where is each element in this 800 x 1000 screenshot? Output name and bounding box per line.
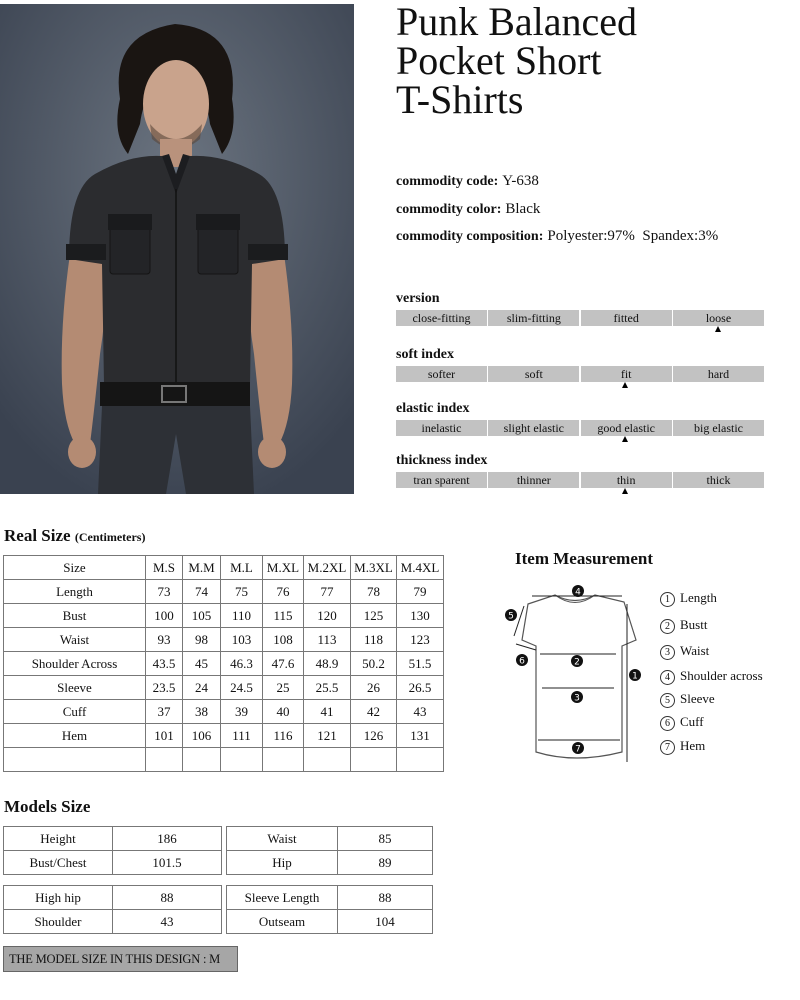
index-option: fit — [581, 366, 672, 382]
table-cell: 100 — [146, 604, 183, 628]
table-cell: 105 — [183, 604, 221, 628]
measure-marker-label: 6 — [519, 656, 525, 667]
table-cell: 121 — [304, 724, 351, 748]
table-cell — [263, 748, 304, 772]
table-row — [4, 628, 444, 652]
table-cell: 101.5 — [113, 851, 222, 875]
table-cell: 88 — [338, 886, 433, 910]
legend-label: Sleeve — [680, 691, 715, 706]
index-option: loose — [673, 310, 764, 326]
table-cell: Bust — [4, 604, 146, 628]
table-row — [4, 652, 444, 676]
table-cell: 186 — [113, 827, 222, 851]
legend-label: Cuff — [680, 714, 704, 729]
measure-marker-label: 4 — [575, 587, 581, 598]
legend-label: Length — [680, 590, 717, 605]
table-cell: 98 — [183, 628, 221, 652]
table-cell: 120 — [304, 604, 351, 628]
item-measurement-title: Item Measurement — [515, 549, 654, 568]
table-cell: 25 — [263, 676, 304, 700]
measure-marker-label: 5 — [508, 611, 514, 622]
selected-marker-icon — [622, 382, 628, 388]
legend-item-hem — [660, 738, 705, 755]
index-option: soft — [488, 366, 579, 382]
measure-marker-label: 3 — [574, 693, 580, 704]
table-cell: 47.6 — [263, 652, 304, 676]
table-cell: 75 — [221, 580, 263, 604]
table-cell: 24.5 — [221, 676, 263, 700]
table-cell: 25.5 — [304, 676, 351, 700]
table-cell: Shoulder — [4, 910, 113, 934]
table-cell: 79 — [397, 580, 444, 604]
table-cell — [146, 748, 183, 772]
legend-item-sleeve — [660, 691, 715, 708]
legend-item-waist — [660, 643, 709, 660]
index-option: softer — [396, 366, 487, 382]
table-cell: 106 — [183, 724, 221, 748]
table-cell: 78 — [351, 580, 397, 604]
table-cell: 24 — [183, 676, 221, 700]
table-cell: 125 — [351, 604, 397, 628]
models-size-title: Models Size — [4, 797, 91, 816]
table-row — [227, 886, 433, 910]
table-header-cell: M.M — [183, 556, 221, 580]
table-cell: 40 — [263, 700, 304, 724]
table-cell: 41 — [304, 700, 351, 724]
table-cell: 76 — [263, 580, 304, 604]
table-cell: 104 — [338, 910, 433, 934]
commodity-color-label: commodity color: — [396, 202, 502, 217]
table-cell: 77 — [304, 580, 351, 604]
table-cell — [304, 748, 351, 772]
soft-index-title: soft index — [396, 347, 454, 362]
product-title-line: Pocket Short — [396, 38, 602, 83]
soft-index-bar — [396, 366, 764, 382]
table-cell: 46.3 — [221, 652, 263, 676]
legend-number-icon: 4 — [660, 670, 675, 685]
index-option: close-fitting — [396, 310, 487, 326]
models-size-table-right-2 — [226, 885, 433, 934]
table-cell: 48.9 — [304, 652, 351, 676]
table-cell: Height — [4, 827, 113, 851]
table-row — [227, 851, 433, 875]
model-size-note: THE MODEL SIZE IN THIS DESIGN : M — [3, 946, 238, 972]
version-index-bar — [396, 310, 764, 326]
table-cell: 111 — [221, 724, 263, 748]
index-option: slight elastic — [488, 420, 579, 436]
table-cell: 73 — [146, 580, 183, 604]
index-option: big elastic — [673, 420, 764, 436]
table-row — [227, 910, 433, 934]
index-option: thin — [581, 472, 672, 488]
commodity-composition-value: Polyester:97% Spandex:3% — [547, 228, 719, 244]
table-cell: 131 — [397, 724, 444, 748]
legend-label: Waist — [680, 643, 710, 658]
measure-marker-label: 7 — [575, 744, 581, 755]
legend-number-icon: 3 — [660, 645, 675, 660]
table-cell: 103 — [221, 628, 263, 652]
table-cell: 89 — [338, 851, 433, 875]
legend-number-icon: 2 — [660, 619, 675, 634]
real-size-unit: (Centimeters) — [74, 530, 146, 544]
legend-label: Bustt — [680, 617, 708, 632]
real-size-title — [4, 526, 145, 546]
table-row — [4, 724, 444, 748]
elastic-index-bar — [396, 420, 764, 436]
index-option: good elastic — [581, 420, 672, 436]
table-cell: 116 — [263, 724, 304, 748]
table-row — [4, 910, 222, 934]
thickness-index-title: thickness index — [396, 453, 488, 468]
product-photo — [0, 4, 354, 494]
selected-marker-icon — [622, 436, 628, 442]
commodity-code-row — [396, 171, 539, 192]
table-row — [4, 827, 222, 851]
legend-number-icon: 5 — [660, 693, 675, 708]
selected-marker-icon — [622, 488, 628, 494]
table-cell — [351, 748, 397, 772]
table-cell: 88 — [113, 886, 222, 910]
table-cell: 45 — [183, 652, 221, 676]
table-cell: 43.5 — [146, 652, 183, 676]
table-header-cell: M.3XL — [351, 556, 397, 580]
table-cell: Outseam — [227, 910, 338, 934]
index-option: thinner — [488, 472, 579, 488]
legend-item-cuff — [660, 714, 704, 731]
commodity-color-row — [396, 199, 540, 220]
table-row — [4, 748, 444, 772]
table-header-cell: M.L — [221, 556, 263, 580]
legend-item-shoulder-across — [660, 668, 763, 685]
table-cell: 38 — [183, 700, 221, 724]
table-cell: 42 — [351, 700, 397, 724]
table-cell: 43 — [397, 700, 444, 724]
commodity-code-value: Y-638 — [502, 173, 539, 189]
table-cell: Sleeve — [4, 676, 146, 700]
models-size-table-left-1 — [3, 826, 222, 875]
table-header-cell: M.4XL — [397, 556, 444, 580]
table-header-cell: M.S — [146, 556, 183, 580]
commodity-color-value: Black — [505, 201, 541, 217]
selected-marker-icon — [715, 326, 721, 332]
index-option: fitted — [581, 310, 672, 326]
table-header-row — [4, 556, 444, 580]
table-cell: Cuff — [4, 700, 146, 724]
table-cell: 37 — [146, 700, 183, 724]
thickness-index-bar — [396, 472, 764, 488]
table-cell: 50.2 — [351, 652, 397, 676]
table-cell: 123 — [397, 628, 444, 652]
model-wearing-black-shirt-photo — [0, 4, 354, 494]
table-cell: 93 — [146, 628, 183, 652]
table-cell — [183, 748, 221, 772]
table-cell: Sleeve Length — [227, 886, 338, 910]
shirt-outline — [522, 595, 636, 758]
table-cell: 126 — [351, 724, 397, 748]
index-option: thick — [673, 472, 764, 488]
product-title — [396, 0, 786, 122]
commodity-code-label: commodity code: — [396, 174, 499, 189]
measure-line — [514, 606, 524, 636]
table-cell: Length — [4, 580, 146, 604]
table-row — [4, 851, 222, 875]
measure-marker-label: 2 — [574, 657, 580, 668]
table-cell: 115 — [263, 604, 304, 628]
real-size-table — [3, 555, 444, 772]
legend-item-length — [660, 590, 717, 607]
real-size-heading: Real Size — [4, 526, 71, 545]
table-cell: 26.5 — [397, 676, 444, 700]
table-cell: 85 — [338, 827, 433, 851]
table-cell: 51.5 — [397, 652, 444, 676]
legend-number-icon: 6 — [660, 716, 675, 731]
models-size-table-right-1 — [226, 826, 433, 875]
shirt-measurement-diagram — [500, 578, 650, 770]
table-cell: Hip — [227, 851, 338, 875]
table-cell: Waist — [227, 827, 338, 851]
legend-label: Shoulder across — [680, 668, 763, 683]
legend-item-bust — [660, 617, 707, 634]
table-row — [4, 676, 444, 700]
version-index-title: version — [396, 291, 440, 306]
index-option: hard — [673, 366, 764, 382]
table-row — [4, 604, 444, 628]
table-cell: 113 — [304, 628, 351, 652]
legend-number-icon: 1 — [660, 592, 675, 607]
table-cell: High hip — [4, 886, 113, 910]
index-option: tran sparent — [396, 472, 487, 488]
table-cell: 108 — [263, 628, 304, 652]
table-cell: Bust/Chest — [4, 851, 113, 875]
table-cell: 74 — [183, 580, 221, 604]
table-cell — [221, 748, 263, 772]
table-row — [4, 580, 444, 604]
table-cell: 39 — [221, 700, 263, 724]
table-cell: 130 — [397, 604, 444, 628]
product-title-line: T-Shirts — [396, 77, 524, 122]
commodity-composition-label: commodity composition: — [396, 229, 544, 244]
legend-number-icon: 7 — [660, 740, 675, 755]
table-cell: 118 — [351, 628, 397, 652]
table-cell — [397, 748, 444, 772]
table-cell: 43 — [113, 910, 222, 934]
product-title-line: Punk Balanced — [396, 0, 638, 44]
measure-marker-label: 1 — [632, 671, 638, 682]
table-cell: 110 — [221, 604, 263, 628]
table-row — [4, 700, 444, 724]
table-cell: Hem — [4, 724, 146, 748]
table-cell — [4, 748, 146, 772]
commodity-composition-row — [396, 226, 718, 247]
table-cell: Shoulder Across — [4, 652, 146, 676]
index-option: inelastic — [396, 420, 487, 436]
table-cell: 26 — [351, 676, 397, 700]
table-cell: Waist — [4, 628, 146, 652]
table-header-cell: Size — [4, 556, 146, 580]
table-header-cell: M.XL — [263, 556, 304, 580]
elastic-index-title: elastic index — [396, 401, 470, 416]
table-cell: 101 — [146, 724, 183, 748]
table-cell: 23.5 — [146, 676, 183, 700]
table-row — [227, 827, 433, 851]
table-row — [4, 886, 222, 910]
models-size-table-left-2 — [3, 885, 222, 934]
table-header-cell: M.2XL — [304, 556, 351, 580]
legend-label: Hem — [680, 738, 706, 753]
index-option: slim-fitting — [488, 310, 579, 326]
